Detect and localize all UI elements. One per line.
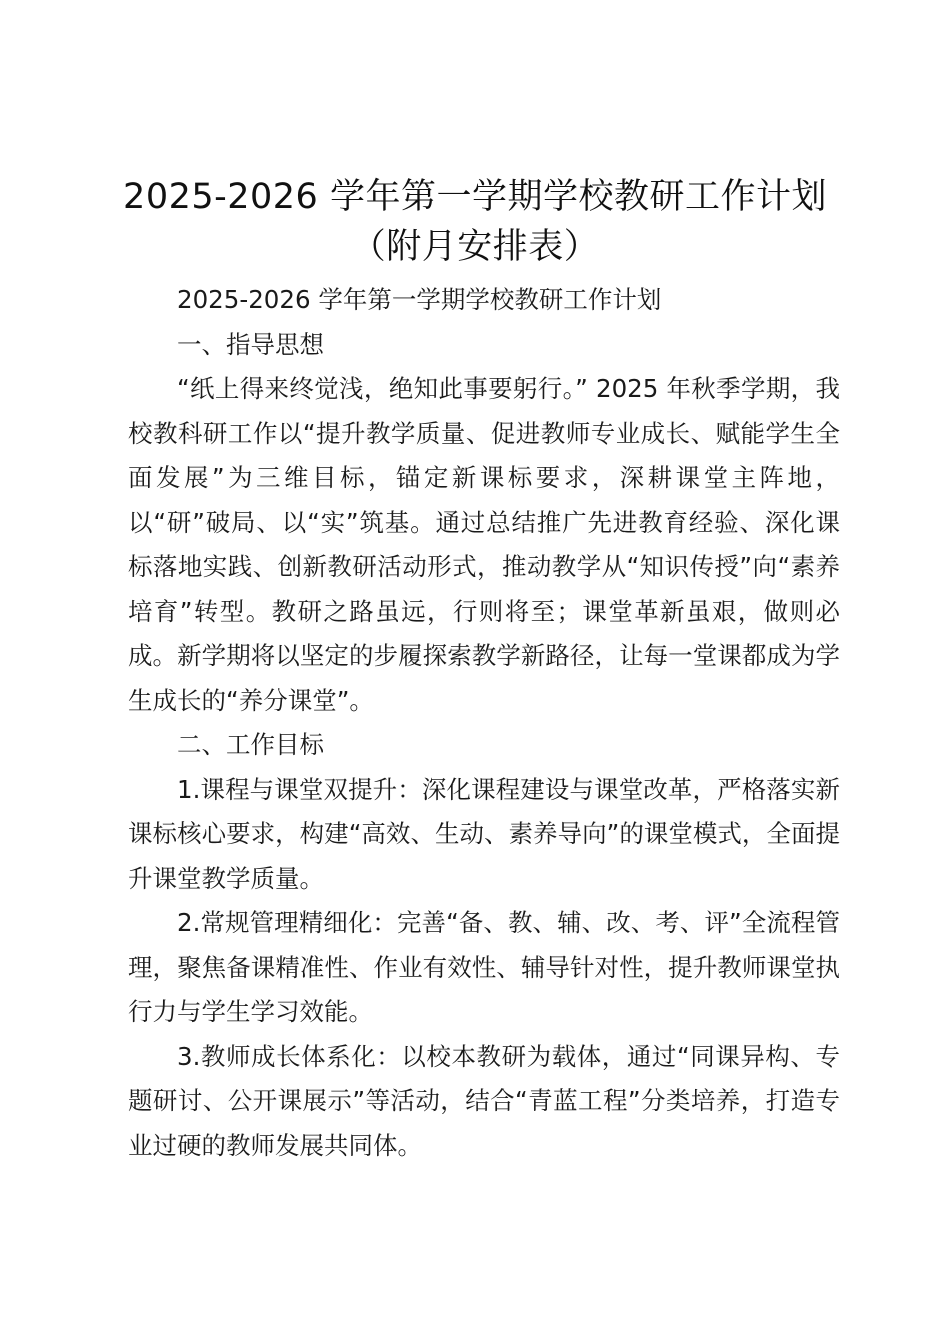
- plan-subtitle: 2025-2026 学年第一学期学校教研工作计划: [177, 285, 662, 314]
- section-heading-work-goals: 二、工作目标: [177, 730, 324, 759]
- section-heading-guiding-thought: 一、指导思想: [177, 329, 324, 359]
- goal-item-1: 1.课程与课堂双提升：深化课程建设与课堂改革，严格落实新课标核心要求，构建“高效、生动、素养导向”的课堂模式，全面提升课堂教学质量。: [128, 774, 840, 893]
- goal-item-3: 3.教师成长体系化：以校本教研为载体，通过“同课异构、专题研讨、公开课展示”等活动，结合“青蓝工程”分类培养，打造专业过硬的教师发展共同体。: [128, 1041, 840, 1160]
- paragraph-guiding-thought: “纸上得来终觉浅，绝知此事要躬行。” 2025 年秋季学期，我校教科研工作以“提升教学质量、促进教师专业成长、赋能学生全面发展”为三维目标，锚定新课标要求，深耕课堂主阵地，以“研”破局、以“实”筑基。通过总结推广先进教育经验、深化课标落地实践、创新教研活动形式，推动教学从“知识传授”向“素养培育”转型。教研之路虽远，行则将至；课堂革新虽艰，做则必成。新学期将以坚定的步履探索教学新路径，让每一堂课都成为学生成长的“养分课堂”。: [128, 374, 840, 715]
- document-title-line-1: 2025-2026 学年第一学期学校教研工作计划: [123, 177, 827, 217]
- document-body: [128, 278, 840, 1168]
- document-title-line-2: （附月安排表）: [350, 227, 600, 267]
- goal-item-2: 2.常规管理精细化：完善“备、教、辅、改、考、评”全流程管理，聚焦备课精准性、作业有效性、辅导针对性，提升教师课堂执行力与学生学习效能。: [128, 908, 840, 1026]
